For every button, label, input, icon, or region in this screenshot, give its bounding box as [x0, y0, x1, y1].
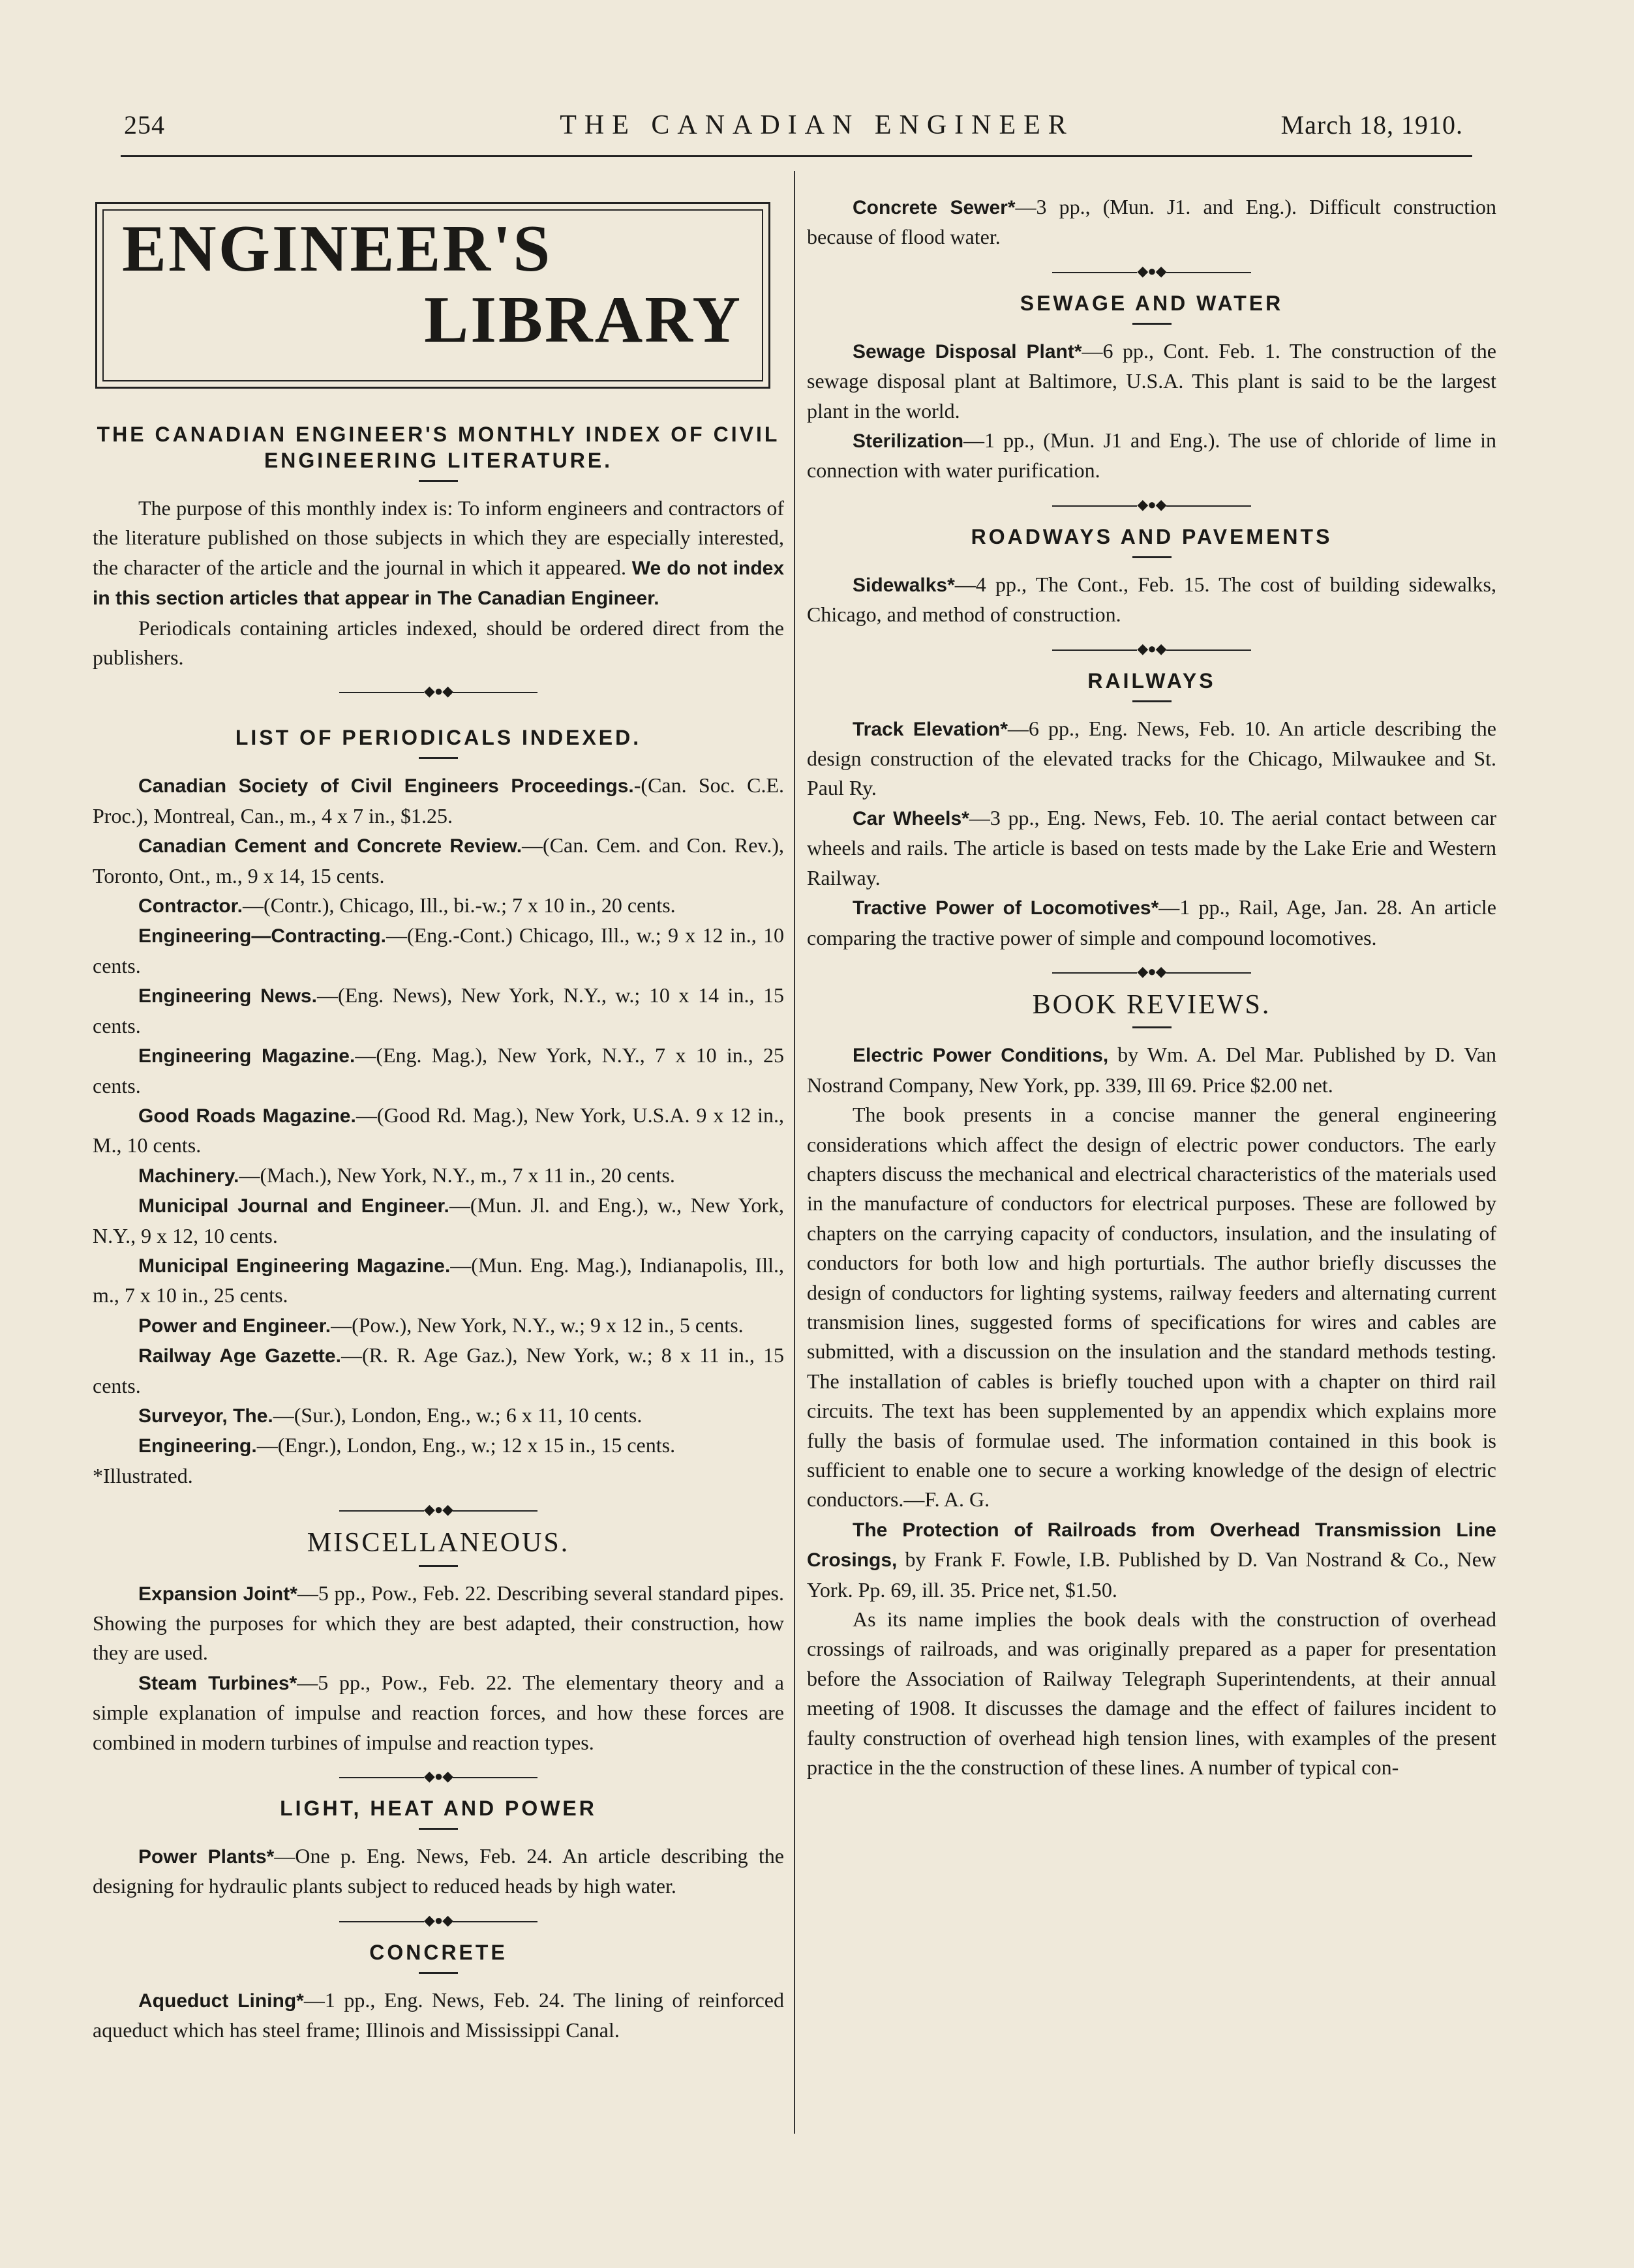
- divider-dash: [1132, 556, 1172, 558]
- ornament-divider: ◆●◆: [807, 495, 1496, 515]
- index-entry: [93, 1401, 784, 1431]
- entry-detail: —6 pp., Eng. News, Feb. 10. An article describing the design construction of the elevated tracks for the Chicago, Milwaukee and St. Paul Ry.: [807, 716, 1496, 800]
- divider-dash: [1132, 700, 1172, 702]
- book2-citation: [807, 1515, 1496, 1605]
- page-number: 254: [124, 110, 165, 140]
- index-entry: [93, 981, 784, 1041]
- entry-title: Contractor.: [138, 895, 243, 918]
- divider-dash: [419, 757, 458, 759]
- index-entry: [93, 831, 784, 891]
- entry-detail: —6 pp., Cont. Feb. 1. The construction of the sewage disposal plant at Baltimore, U.S.A. This plant is said to be the largest plant in the world.: [807, 338, 1497, 423]
- column-divider: [794, 171, 795, 2134]
- entry-title: Track Elevation*: [853, 718, 1008, 740]
- entry-detail: —(Mun. Jl. and Eng.), w., New York, N.Y., 9 x 12, 10 cents.: [93, 1193, 785, 1247]
- entry-detail: —(Eng.-Cont.) Chicago, Ill., w.; 9 x 12 in., 10 cents.: [93, 923, 784, 977]
- entry-title: Car Wheels*: [853, 807, 969, 829]
- entry-detail: -(Can. Soc. C.E. Proc.), Montreal, Can., m., 4 x 7 in., $1.25.: [93, 773, 785, 828]
- index-entry: [807, 336, 1496, 426]
- index-entry: [807, 426, 1496, 486]
- index-entry: [93, 1101, 784, 1161]
- entry-detail: —5 pp., Pow., Feb. 22. Describing several standard pipes. Showing the purposes for which they are best adapted, their construction, how they are used.: [93, 1581, 784, 1665]
- entry-detail: —(Can. Cem. and Con. Rev.), Toronto, Ont., m., 9 x 14, 15 cents.: [93, 833, 784, 888]
- intro-bold: We do not index in this section articles that appear in The Canadian Engineer.: [93, 557, 785, 610]
- book2-detail: by Frank F. Fowle, I.B. Published by D. Van Nostrand & Co., New York. Pp. 69, ill. 35. Price net, $1.50.: [807, 1547, 1496, 1602]
- index-entry: [93, 1431, 784, 1461]
- entry-title: Tractive Power of Locomotives*: [853, 897, 1159, 919]
- entry-title: Concrete Sewer*: [853, 197, 1016, 218]
- index-entry: [93, 1579, 784, 1668]
- entry-detail: —One p. Eng. News, Feb. 24. An article describing the designing for hydraulic plants subject to reduced heads by high water.: [93, 1844, 784, 1898]
- entry-detail: —(Sur.), London, Eng., w.; 6 x 11, 10 cents.: [273, 1403, 643, 1427]
- misc-list: [93, 1579, 784, 1757]
- divider-dash: [1132, 1026, 1172, 1028]
- entry-title: Engineering News.: [138, 985, 317, 1007]
- entry-detail: —(Engr.), London, Eng., w.; 12 x 15 in., 15 cents.: [256, 1433, 676, 1457]
- divider-dash: [419, 480, 458, 482]
- entry-title: Municipal Journal and Engineer.: [138, 1195, 449, 1217]
- book1-detail: by Wm. A. Del Mar. Published by D. Van Nostrand Company, New York, pp. 339, Ill 69. Price $2.00 net.: [807, 1043, 1496, 1097]
- roadways-heading: ROADWAYS AND PAVEMENTS: [971, 524, 1333, 548]
- index-entry: [93, 1986, 784, 2046]
- entry-detail: —5 pp., Pow., Feb. 22. The elementary theory and a simple explanation of impulse and reaction forces, and how these forces are combined in modern turbines of impulse and reaction types.: [93, 1670, 784, 1754]
- ornament-divider: ◆●◆: [807, 261, 1496, 281]
- sewage-list: [807, 336, 1496, 486]
- entry-title: Machinery.: [138, 1165, 239, 1187]
- book1-review: The book presents in a concise manner the general engineering considerations which affect the design of electric power conductors. The early chapters discuss the mechanical and electrical characteristics of the materials used in the manufacture of conductors for electrical purposes. These are followed by chapters on the carrying capacity of conductors, insulation, and the insulating of conductors for both low and high porturtials. The author briefly discusses the design of conductors for lighting systems, railway feeders and alternating current transmision lines, suggested forms of specifications for wires and cables are submitted, with a discussion on the insulation and the standard methods testing. The installation of cables is briefly touched upon with a chapter on third rail circuits. The text has been supplemented by an appendix which explains more fully the basis of formulae used. The information contained in this book is sufficient to enable one to secure a working knowledge of the design of electric conductors.—F. A. G.: [807, 1103, 1496, 1512]
- ornament-divider: ◆●◆: [807, 962, 1496, 981]
- issue-date: March 18, 1910.: [1280, 110, 1463, 140]
- book1-citation: [807, 1040, 1496, 1100]
- periodicals-list: [93, 771, 784, 1461]
- index-entry: [93, 1842, 784, 1902]
- divider-dash: [1132, 323, 1172, 325]
- library-title-line2: LIBRARY: [424, 283, 742, 357]
- ornament-divider: ◆●◆: [93, 1767, 784, 1786]
- index-entry: [93, 1191, 784, 1251]
- intro-paragraph-2: Periodicals containing articles indexed, should be ordered direct from the publishers.: [93, 616, 784, 670]
- divider-dash: [419, 1565, 458, 1567]
- concrete-list: [93, 1986, 784, 2046]
- entry-title: Sewage Disposal Plant*: [853, 340, 1082, 363]
- index-entry: [807, 192, 1496, 252]
- journal-title: THE CANADIAN ENGINEER: [560, 110, 1074, 140]
- ornament-divider: ◆●◆: [93, 1500, 784, 1519]
- entry-detail: —(Mach.), New York, N.Y., m., 7 x 11 in., 20 cents.: [239, 1163, 675, 1187]
- index-entry: [93, 1341, 784, 1401]
- index-heading: THE CANADIAN ENGINEER'S MONTHLY INDEX OF CIVIL ENGINEERING LITERATURE.: [97, 423, 780, 472]
- divider-dash: [419, 1972, 458, 1974]
- entry-detail: —3 pp., Eng. News, Feb. 10. The aerial contact between car wheels and rails. The article is based on tests made by the Lake Erie and Western Railway.: [807, 805, 1496, 889]
- entry-detail: —(Good Rd. Mag.), New York, U.S.A. 9 x 12 in., M., 10 cents.: [93, 1103, 785, 1157]
- entry-title: Sterilization: [853, 430, 964, 453]
- library-title-box: [95, 202, 770, 389]
- entry-title: Engineering—Contracting.: [138, 925, 387, 947]
- railways-list: [807, 714, 1496, 953]
- entry-title: Expansion Joint*: [138, 1583, 297, 1605]
- entry-detail: —1 pp., (Mun. J1 and Eng.). The use of chloride of lime in connection with water purification.: [807, 428, 1496, 483]
- entry-title: Engineering.: [138, 1435, 257, 1457]
- concrete-heading: CONCRETE: [369, 1940, 507, 1964]
- index-entry: [93, 1161, 784, 1191]
- index-entry: [807, 803, 1496, 893]
- railways-heading: RAILWAYS: [1087, 668, 1216, 693]
- book2-title: The Protection of Railroads from Overhead Transmission Line Crosings,: [807, 1519, 1496, 1572]
- ornament-divider: ◆●◆: [93, 681, 784, 701]
- ornament-divider: ◆●◆: [807, 639, 1496, 659]
- entry-title: Canadian Society of Civil Engineers Proceedings.: [138, 775, 634, 798]
- entry-title: Good Roads Magazine.: [138, 1105, 356, 1127]
- entry-title: Municipal Engineering Magazine.: [138, 1255, 451, 1277]
- periodicals-heading: LIST OF PERIODICALS INDEXED.: [235, 726, 642, 750]
- index-entry: [93, 891, 784, 921]
- entry-title: Engineering Magazine.: [138, 1045, 356, 1067]
- misc-heading: MISCELLANEOUS.: [307, 1528, 570, 1559]
- entry-detail: —(Eng. Mag.), New York, N.Y., 7 x 10 in., 25 cents.: [93, 1043, 785, 1097]
- index-entry: [93, 1311, 784, 1341]
- sewage-heading: SEWAGE AND WATER: [1020, 291, 1284, 315]
- entry-detail: —3 pp., (Mun. J1. and Eng.). Difficult construction because of flood water.: [807, 195, 1497, 249]
- intro-text: The purpose of this monthly index is: To inform engineers and contractors of the literature published on those subjects in which they are especially interested, the character of the article and the journal in which it appeared.: [93, 496, 784, 579]
- entry-title: Aqueduct Lining*: [138, 1990, 304, 2012]
- entry-detail: —1 pp., Rail, Age, Jan. 28. An article comparing the tractive power of simple and compound locomotives.: [807, 895, 1497, 949]
- entry-detail: —(Eng. News), New York, N.Y., w.; 10 x 14 in., 15 cents.: [93, 983, 785, 1037]
- book2-review: As its name implies the book deals with the construction of overhead crossings of railroads, and was originally prepared as a paper for presentation before the Association of Railway Telegraph Superintendents, at their annual meeting of 1908. It discusses the damage and the effect of failures incident to faulty construction of overhead high tension lines, with examples of the present practice in the the construction of these lines. A number of typical con-: [807, 1607, 1496, 1780]
- concrete-list-cont: [807, 192, 1496, 252]
- index-entry: [807, 893, 1496, 953]
- library-title-line1: ENGINEER'S: [122, 212, 552, 286]
- entry-detail: —(Contr.), Chicago, Ill., bi.-w.; 7 x 10 in., 20 cents.: [243, 893, 676, 918]
- entry-title: Canadian Cement and Concrete Review.: [138, 835, 522, 858]
- index-entry: [93, 1251, 784, 1311]
- book1-title: Electric Power Conditions,: [853, 1045, 1109, 1067]
- index-entry: [93, 921, 784, 981]
- divider-dash: [419, 1828, 458, 1830]
- entry-title: Railway Age Gazette.: [138, 1345, 341, 1367]
- index-entry: [93, 771, 784, 831]
- entry-title: Sidewalks*: [853, 574, 955, 596]
- entry-detail: —(Pow.), New York, N.Y., w.; 9 x 12 in., 5 cents.: [331, 1313, 744, 1337]
- entry-title: Power and Engineer.: [138, 1315, 331, 1337]
- entry-detail: —(Mun. Eng. Mag.), Indianapolis, Ill., m., 7 x 10 in., 25 cents.: [93, 1253, 784, 1307]
- illustrated-note: *Illustrated.: [93, 1463, 193, 1487]
- light-list: [93, 1842, 784, 1902]
- index-entry: [807, 570, 1496, 630]
- reviews-heading: BOOK REVIEWS.: [1032, 989, 1271, 1020]
- roadways-list: [807, 570, 1496, 630]
- left-column: [93, 196, 784, 2046]
- entry-title: Steam Turbines*: [138, 1672, 297, 1694]
- index-entry: [93, 1668, 784, 1757]
- entry-title: Power Plants*: [138, 1846, 275, 1868]
- entry-detail: —(R. R. Age Gaz.), New York, w.; 8 x 11 in., 15 cents.: [93, 1343, 784, 1397]
- intro-paragraph: [93, 494, 784, 614]
- ornament-divider: ◆●◆: [93, 1911, 784, 1930]
- header-rule: [121, 155, 1472, 157]
- entry-detail: —4 pp., The Cont., Feb. 15. The cost of building sidewalks, Chicago, and method of construction.: [807, 572, 1496, 627]
- right-column: [807, 192, 1496, 1782]
- index-entry: [93, 1041, 784, 1101]
- index-entry: [807, 714, 1496, 803]
- light-heading: LIGHT, HEAT AND POWER: [280, 1797, 597, 1821]
- entry-detail: —1 pp., Eng. News, Feb. 24. The lining of reinforced aqueduct which has steel frame; Illinois and Mississippi Canal.: [93, 1988, 785, 2042]
- entry-title: Surveyor, The.: [138, 1405, 273, 1427]
